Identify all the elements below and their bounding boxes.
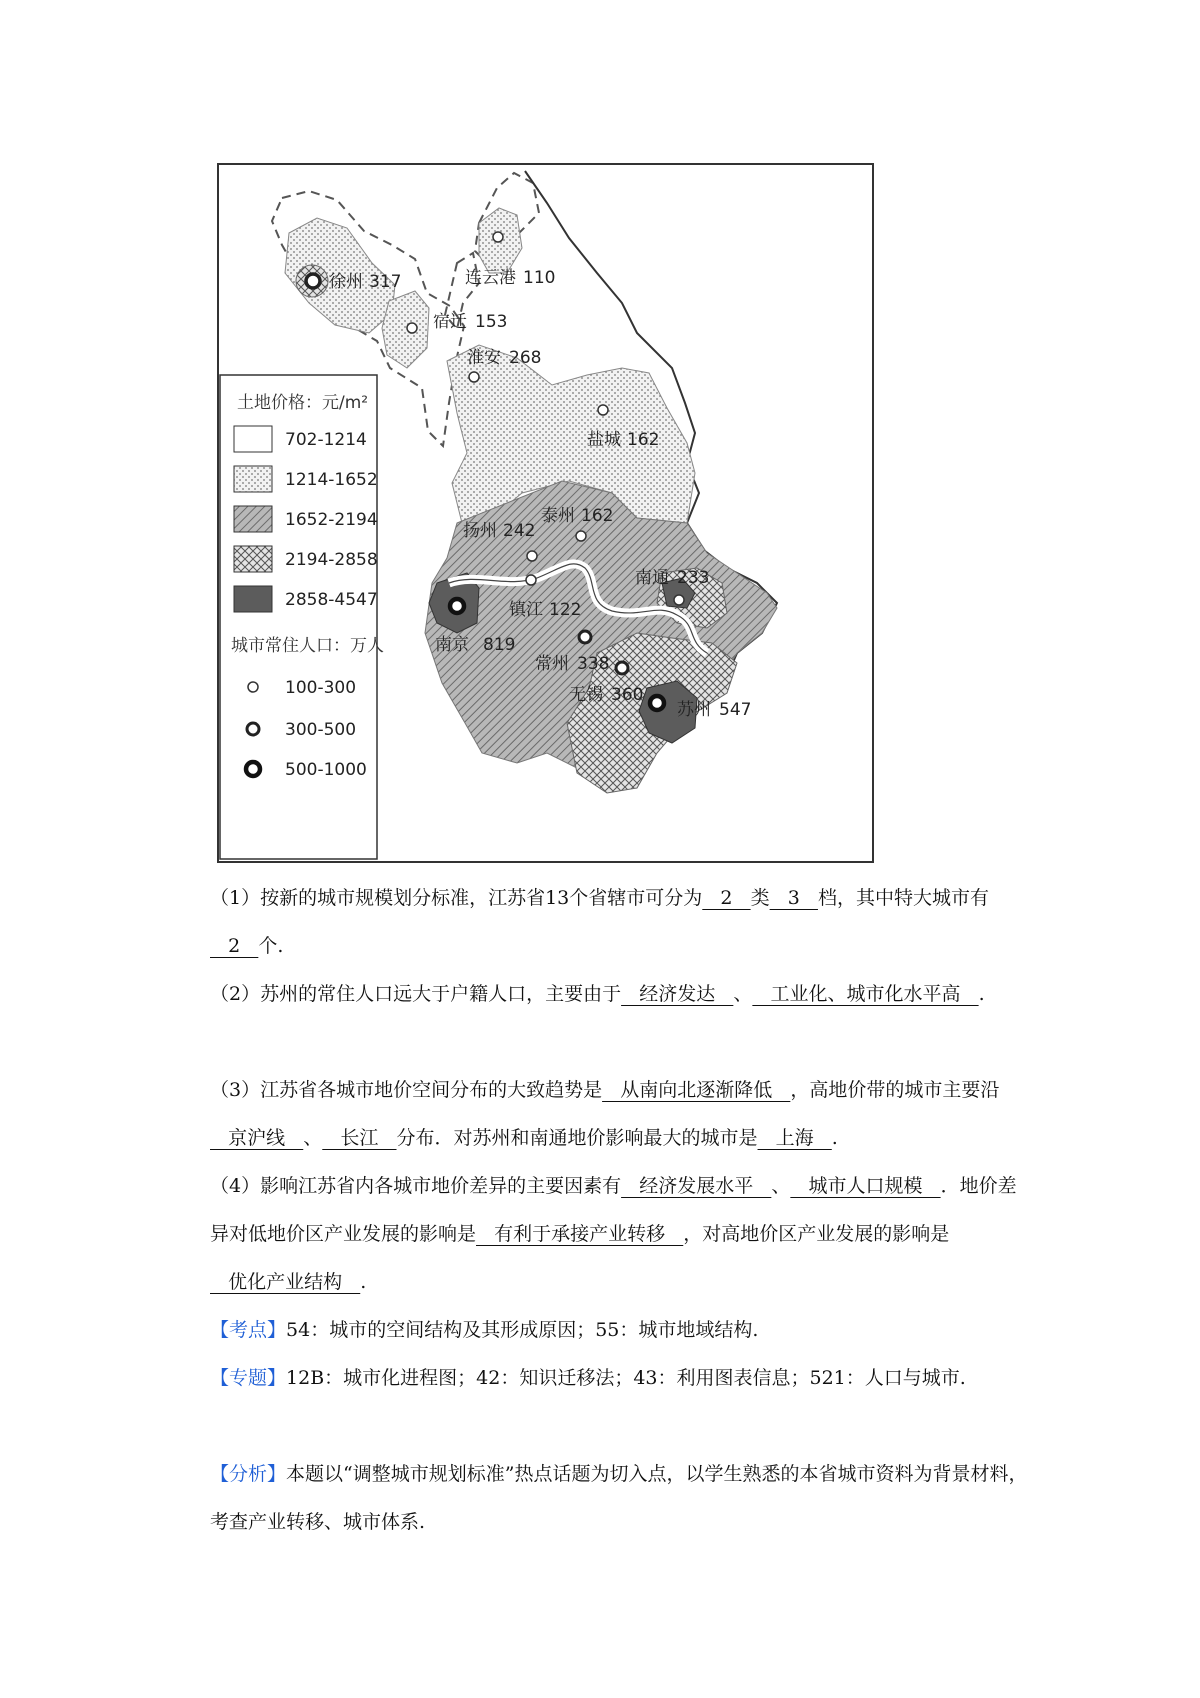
legend-swatch-2858-4547 bbox=[234, 586, 272, 612]
city-pop-changzhou: 338 bbox=[577, 654, 610, 674]
question-3 bbox=[210, 1066, 1030, 1162]
city-marker-huaian bbox=[469, 372, 479, 382]
q3-text-1: （3）江苏省各城市地价空间分布的大致趋势是 bbox=[210, 1079, 603, 1101]
city-name-zhenjiang: 镇江 bbox=[509, 600, 543, 620]
city-marker-nantong bbox=[674, 595, 684, 605]
city-marker-changzhou bbox=[579, 631, 591, 643]
q3-text-5: . bbox=[831, 1127, 838, 1149]
q4-text-5: . bbox=[360, 1271, 367, 1293]
legend-label: 500-1000 bbox=[285, 760, 367, 780]
fenxi-section bbox=[210, 1450, 1030, 1546]
city-marker-suqian bbox=[407, 323, 417, 333]
city-marker-yancheng bbox=[598, 405, 608, 415]
kaodian-text: 54：城市的空间结构及其形成原因；55：城市地域结构. bbox=[286, 1319, 759, 1341]
zhuanti-section bbox=[210, 1354, 1030, 1402]
city-pop-huaian: 268 bbox=[509, 348, 542, 368]
q3-answer-2: 京沪线 bbox=[210, 1127, 304, 1149]
q2-answer-2: 工业化、城市化水平高 bbox=[752, 983, 979, 1005]
city-marker-yangzhou bbox=[527, 551, 537, 561]
city-marker-zhenjiang bbox=[526, 575, 536, 585]
q4-text-1: （4）影响江苏省内各城市地价差异的主要因素有 bbox=[210, 1175, 622, 1197]
legend-swatch-1214-1652 bbox=[234, 466, 272, 492]
city-pop-xuzhou: 317 bbox=[369, 272, 402, 292]
q3-answer-3: 长江 bbox=[322, 1127, 397, 1149]
city-marker-wuxi bbox=[616, 662, 628, 674]
q2-text-3: . bbox=[978, 983, 985, 1005]
legend-symbol-large bbox=[246, 762, 260, 776]
city-name-yancheng: 盐城 bbox=[587, 430, 621, 450]
fenxi-text: 本题以“调整城市规划标准”热点话题为切入点，以学生熟悉的本省城市资料为背景材料，考查产业转移、城市体系. bbox=[210, 1463, 1028, 1533]
q4-answer-1: 经济发展水平 bbox=[621, 1175, 772, 1197]
q1-text-2: 类 bbox=[750, 887, 770, 909]
legend-label: 100-300 bbox=[285, 678, 357, 698]
legend-label: 2858-4547 bbox=[285, 590, 378, 610]
q2-text-1: （2）苏州的常住人口远大于户籍人口，主要由于 bbox=[210, 983, 622, 1005]
kaodian-section bbox=[210, 1306, 1030, 1354]
city-name-changzhou: 常州 bbox=[535, 654, 569, 674]
legend-swatch-1652-2194 bbox=[234, 506, 272, 532]
city-name-wuxi: 无锡 bbox=[569, 685, 603, 705]
city-pop-zhenjiang: 122 bbox=[549, 600, 582, 620]
q1-answer-2: 3 bbox=[769, 887, 818, 909]
city-pop-wuxi: 360 bbox=[611, 685, 644, 705]
q4-answer-3: 有利于承接产业转移 bbox=[476, 1223, 684, 1245]
legend-label: 1652-2194 bbox=[285, 510, 378, 530]
city-name-suqian: 宿迁 bbox=[433, 312, 467, 332]
city-name-nanjing: 南京 bbox=[435, 635, 469, 655]
legend-price-title: 土地价格：元/m² bbox=[237, 393, 369, 413]
q3-answer-1: 从南向北逐渐降低 bbox=[602, 1079, 791, 1101]
city-pop-yancheng: 162 bbox=[627, 430, 660, 450]
city-marker-lianyungang bbox=[493, 232, 503, 242]
q4-text-3: ．地价差异对低地价区产业发展的影响是 bbox=[210, 1175, 1017, 1245]
city-pop-taizhou: 162 bbox=[581, 506, 614, 526]
q2-text-2: 、 bbox=[733, 983, 753, 1005]
legend-symbol-small bbox=[248, 682, 258, 692]
legend-symbol-medium bbox=[247, 723, 259, 735]
question-2 bbox=[210, 970, 1030, 1018]
legend-swatch-702-1214 bbox=[234, 426, 272, 452]
legend-label: 300-500 bbox=[285, 720, 357, 740]
city-marker-nanjing bbox=[450, 599, 464, 613]
city-pop-suqian: 153 bbox=[475, 312, 508, 332]
legend-label: 2194-2858 bbox=[285, 550, 378, 570]
fenxi-tag: 【分析】 bbox=[210, 1463, 287, 1485]
q1-text-3: 档，其中特大城市有 bbox=[817, 887, 989, 909]
city-name-huaian: 淮安 bbox=[467, 348, 501, 368]
q2-answer-1: 经济发达 bbox=[621, 983, 734, 1005]
city-pop-nanjing: 819 bbox=[483, 635, 516, 655]
q1-text-4: 个. bbox=[258, 935, 284, 957]
kaodian-tag: 【考点】 bbox=[210, 1319, 287, 1341]
legend-label: 1214-1652 bbox=[285, 470, 378, 490]
question-4 bbox=[210, 1162, 1030, 1306]
city-name-taizhou: 泰州 bbox=[541, 506, 575, 526]
city-pop-suzhou: 547 bbox=[719, 700, 752, 720]
city-name-lianyungang: 连云港 bbox=[465, 268, 516, 288]
q1-text-1: （1）按新的城市规模划分标准，江苏省13个省辖市可分为 bbox=[210, 887, 703, 909]
q4-text-4: ，对高地价区产业发展的影响是 bbox=[683, 1223, 950, 1245]
city-pop-lianyungang: 110 bbox=[523, 268, 556, 288]
q3-text-2: ，高地价带的城市主要沿 bbox=[790, 1079, 1000, 1101]
q1-answer-3: 2 bbox=[210, 935, 259, 957]
legend-label: 702-1214 bbox=[285, 430, 367, 450]
q1-answer-1: 2 bbox=[702, 887, 751, 909]
q3-text-3: 、 bbox=[303, 1127, 323, 1149]
legend-pop-title: 城市常住人口：万人 bbox=[231, 636, 384, 656]
zhuanti-text: 12B：城市化进程图；42：知识迁移法；43：利用图表信息；521：人口与城市. bbox=[286, 1367, 966, 1389]
city-pop-nantong: 233 bbox=[677, 568, 710, 588]
city-marker-suzhou bbox=[650, 696, 664, 710]
city-marker-xuzhou bbox=[306, 274, 320, 288]
q4-answer-2: 城市人口规模 bbox=[790, 1175, 941, 1197]
legend-swatch-2194-2858 bbox=[234, 546, 272, 572]
city-name-nantong: 南通 bbox=[635, 568, 669, 588]
zhuanti-tag: 【专题】 bbox=[210, 1367, 287, 1389]
city-pop-yangzhou: 242 bbox=[503, 521, 536, 541]
city-name-xuzhou: 徐州 bbox=[329, 272, 363, 292]
q4-answer-4: 优化产业结构 bbox=[210, 1271, 361, 1293]
question-1 bbox=[210, 874, 1030, 970]
city-name-suzhou: 苏州 bbox=[677, 700, 711, 720]
city-marker-taizhou bbox=[576, 531, 586, 541]
q3-text-4: 分布．对苏州和南通地价影响最大的城市是 bbox=[396, 1127, 758, 1149]
q4-text-2: 、 bbox=[771, 1175, 791, 1197]
q3-answer-4: 上海 bbox=[757, 1127, 832, 1149]
city-name-yangzhou: 扬州 bbox=[463, 521, 497, 541]
land-price-map bbox=[217, 163, 874, 863]
